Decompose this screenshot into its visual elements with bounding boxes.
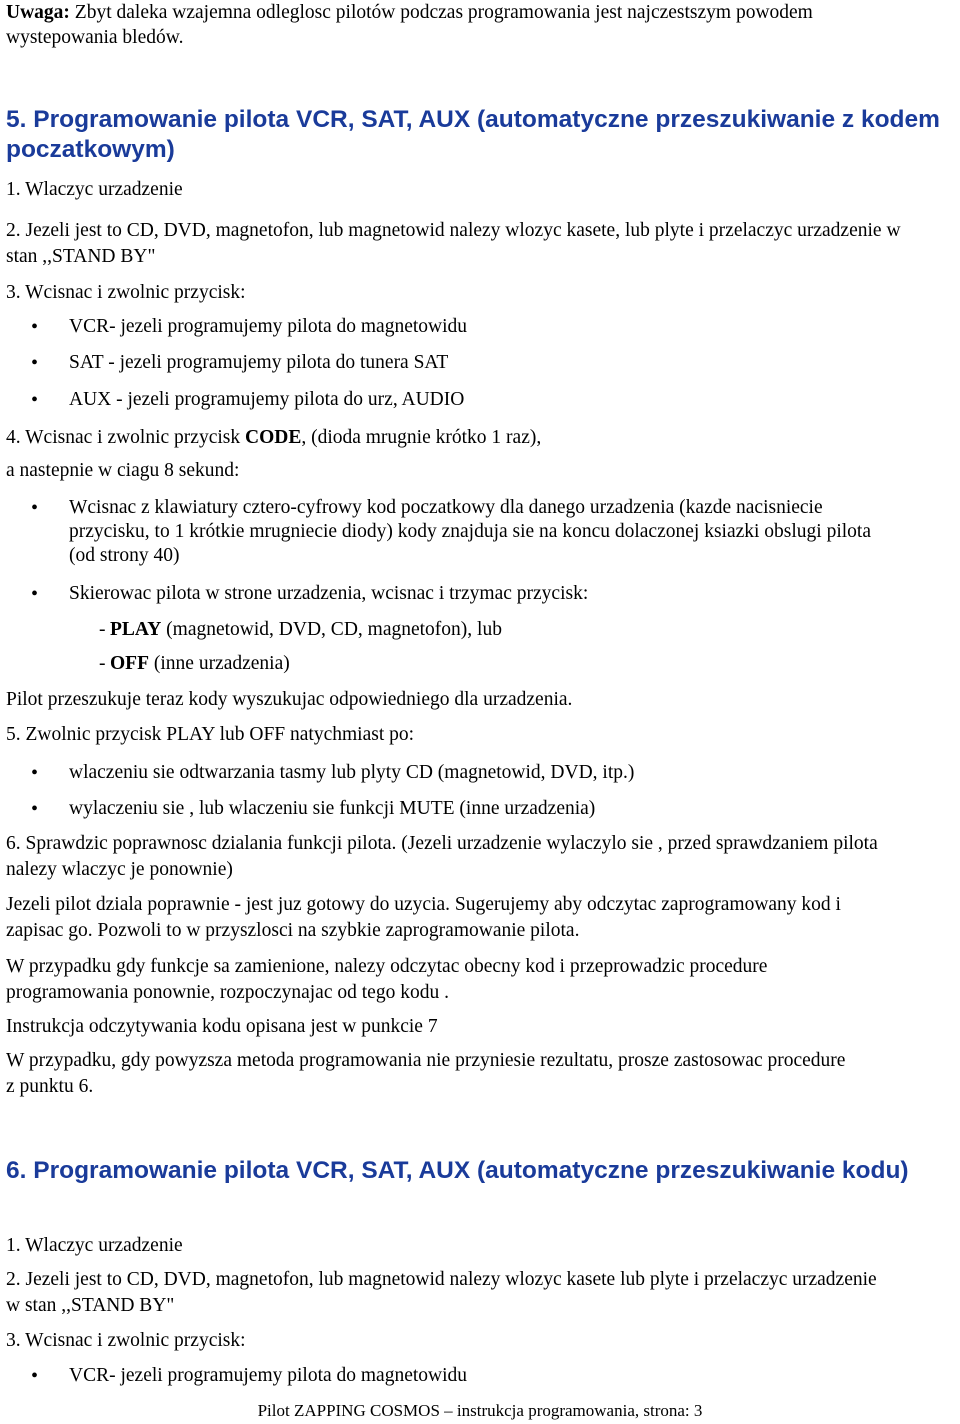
- list-item: • wylaczeniu sie , lub wlaczeniu sie funkcji MUTE (inne urzadzenia): [6, 797, 954, 821]
- list-item: • Skierowac pilota w strone urzadzenia, wcisnac i trzymac przycisk:: [6, 582, 894, 606]
- play-option: - PLAY (magnetowid, DVD, CD, magnetofon), lub: [99, 619, 502, 640]
- s6-step-3: 3. Wcisnac i zwolnic przycisk:: [6, 1330, 246, 1351]
- warning-text: Zbyt daleka wzajemna odleglosc pilotów podczas programowania jest najczestszym powodem wystepowania bledów.: [6, 2, 813, 48]
- s5-step-1: 1. Wlaczyc urzadzenie: [6, 179, 183, 200]
- s5-fail-paragraph: W przypadku, gdy powyzsza metoda programowania nie przyniesie rezultatu, prosze zastosowac procedure z punktu 6.: [6, 1050, 846, 1097]
- list-item: • VCR- jezeli programujemy pilota do magnetowidu: [6, 1364, 954, 1388]
- list-item: • AUX - jezeli programujemy pilota do urz, AUDIO: [6, 388, 954, 412]
- s5-step-3-list: [6, 315, 954, 412]
- off-key: OFF: [110, 653, 149, 674]
- s5-step-5-list: [6, 761, 954, 821]
- s6-step-3-list: [6, 1364, 954, 1388]
- s5-replace-paragraph: W przypadku gdy funkcje sa zamienione, nalezy odczytac obecny kod i przeprowadzic procedure programowania ponownie, rozpoczynajac od tego kodu .: [6, 956, 768, 1003]
- section-5-heading: 5. Programowanie pilota VCR, SAT, AUX (automatyczne przeszukiwanie z kodem poczatkowym): [6, 106, 940, 163]
- list-item: • Wcisnac z klawiatury cztero-cyfrowy kod poczatkowy dla danego urzadzenia (kazde nacisniecie przycisku, to 1 krótkie mrugniecie diody) kody znajduja sie na koncu dolaczonej ksiazki obslugi pilota (od strony 40): [6, 496, 894, 568]
- s5-step-6: 6. Sprawdzic poprawnosc dzialania funkcji pilota. (Jezeli urzadzenie wylaczylo sie , przed sprawdzaniem pilota nalezy wlaczyc je ponownie): [6, 833, 878, 880]
- s5-instruction-paragraph: Instrukcja odczytywania kodu opisana jest w punkcie 7: [6, 1016, 438, 1037]
- s5-search-text: Pilot przeszukuje teraz kody wyszukujac odpowiedniego dla urzadzenia.: [6, 689, 573, 710]
- code-key: CODE: [244, 427, 302, 448]
- s5-step-4-list: [6, 496, 894, 606]
- section-6-heading: 6. Programowanie pilota VCR, SAT, AUX (automatyczne przeszukiwanie kodu): [6, 1157, 909, 1184]
- warning-note: [6, 0, 906, 50]
- s6-step-2: 2. Jezeli jest to CD, DVD, magnetofon, lub magnetowid nalezy wlozyc kasete lub plyte i przelaczyc urzadzenie w stan ,,STAND BY": [6, 1269, 877, 1316]
- s5-ready-paragraph: Jezeli pilot dziala poprawnie - jest juz gotowy do uzycia. Sugerujemy aby odczytac zaprogramowany kod i zapisac go. Pozwoli to w przyszlosci na szybkie zaprogramowanie pilota.: [6, 894, 841, 941]
- s5-step-4: 4. Wcisnac i zwolnic przycisk CODE, (dioda mrugnie krótko 1 raz),: [6, 427, 542, 448]
- s5-step-5: 5. Zwolnic przycisk PLAY lub OFF natychmiast po:: [6, 724, 415, 745]
- off-option: - OFF (inne urzadzenia): [99, 653, 290, 674]
- play-key: PLAY: [110, 619, 162, 640]
- s5-step-2: 2. Jezeli jest to CD, DVD, magnetofon, lub magnetowid nalezy wlozyc kasete, lub plyte i przelaczyc urzadzenie w stan ,,STAND BY": [6, 220, 901, 267]
- page-footer: Pilot ZAPPING COSMOS – instrukcja programowania, strona: 3: [257, 1401, 703, 1420]
- s5-step-4-line2: a nastepnie w ciagu 8 sekund:: [6, 460, 240, 481]
- list-item: • SAT - jezeli programujemy pilota do tunera SAT: [6, 351, 954, 375]
- warning-label: Uwaga:: [6, 2, 70, 23]
- s5-step-3: 3. Wcisnac i zwolnic przycisk:: [6, 282, 246, 303]
- s6-step-1: 1. Wlaczyc urzadzenie: [6, 1235, 183, 1256]
- list-item: • VCR- jezeli programujemy pilota do magnetowidu: [6, 315, 954, 339]
- list-item: • wlaczeniu sie odtwarzania tasmy lub plyty CD (magnetowid, DVD, itp.): [6, 761, 954, 785]
